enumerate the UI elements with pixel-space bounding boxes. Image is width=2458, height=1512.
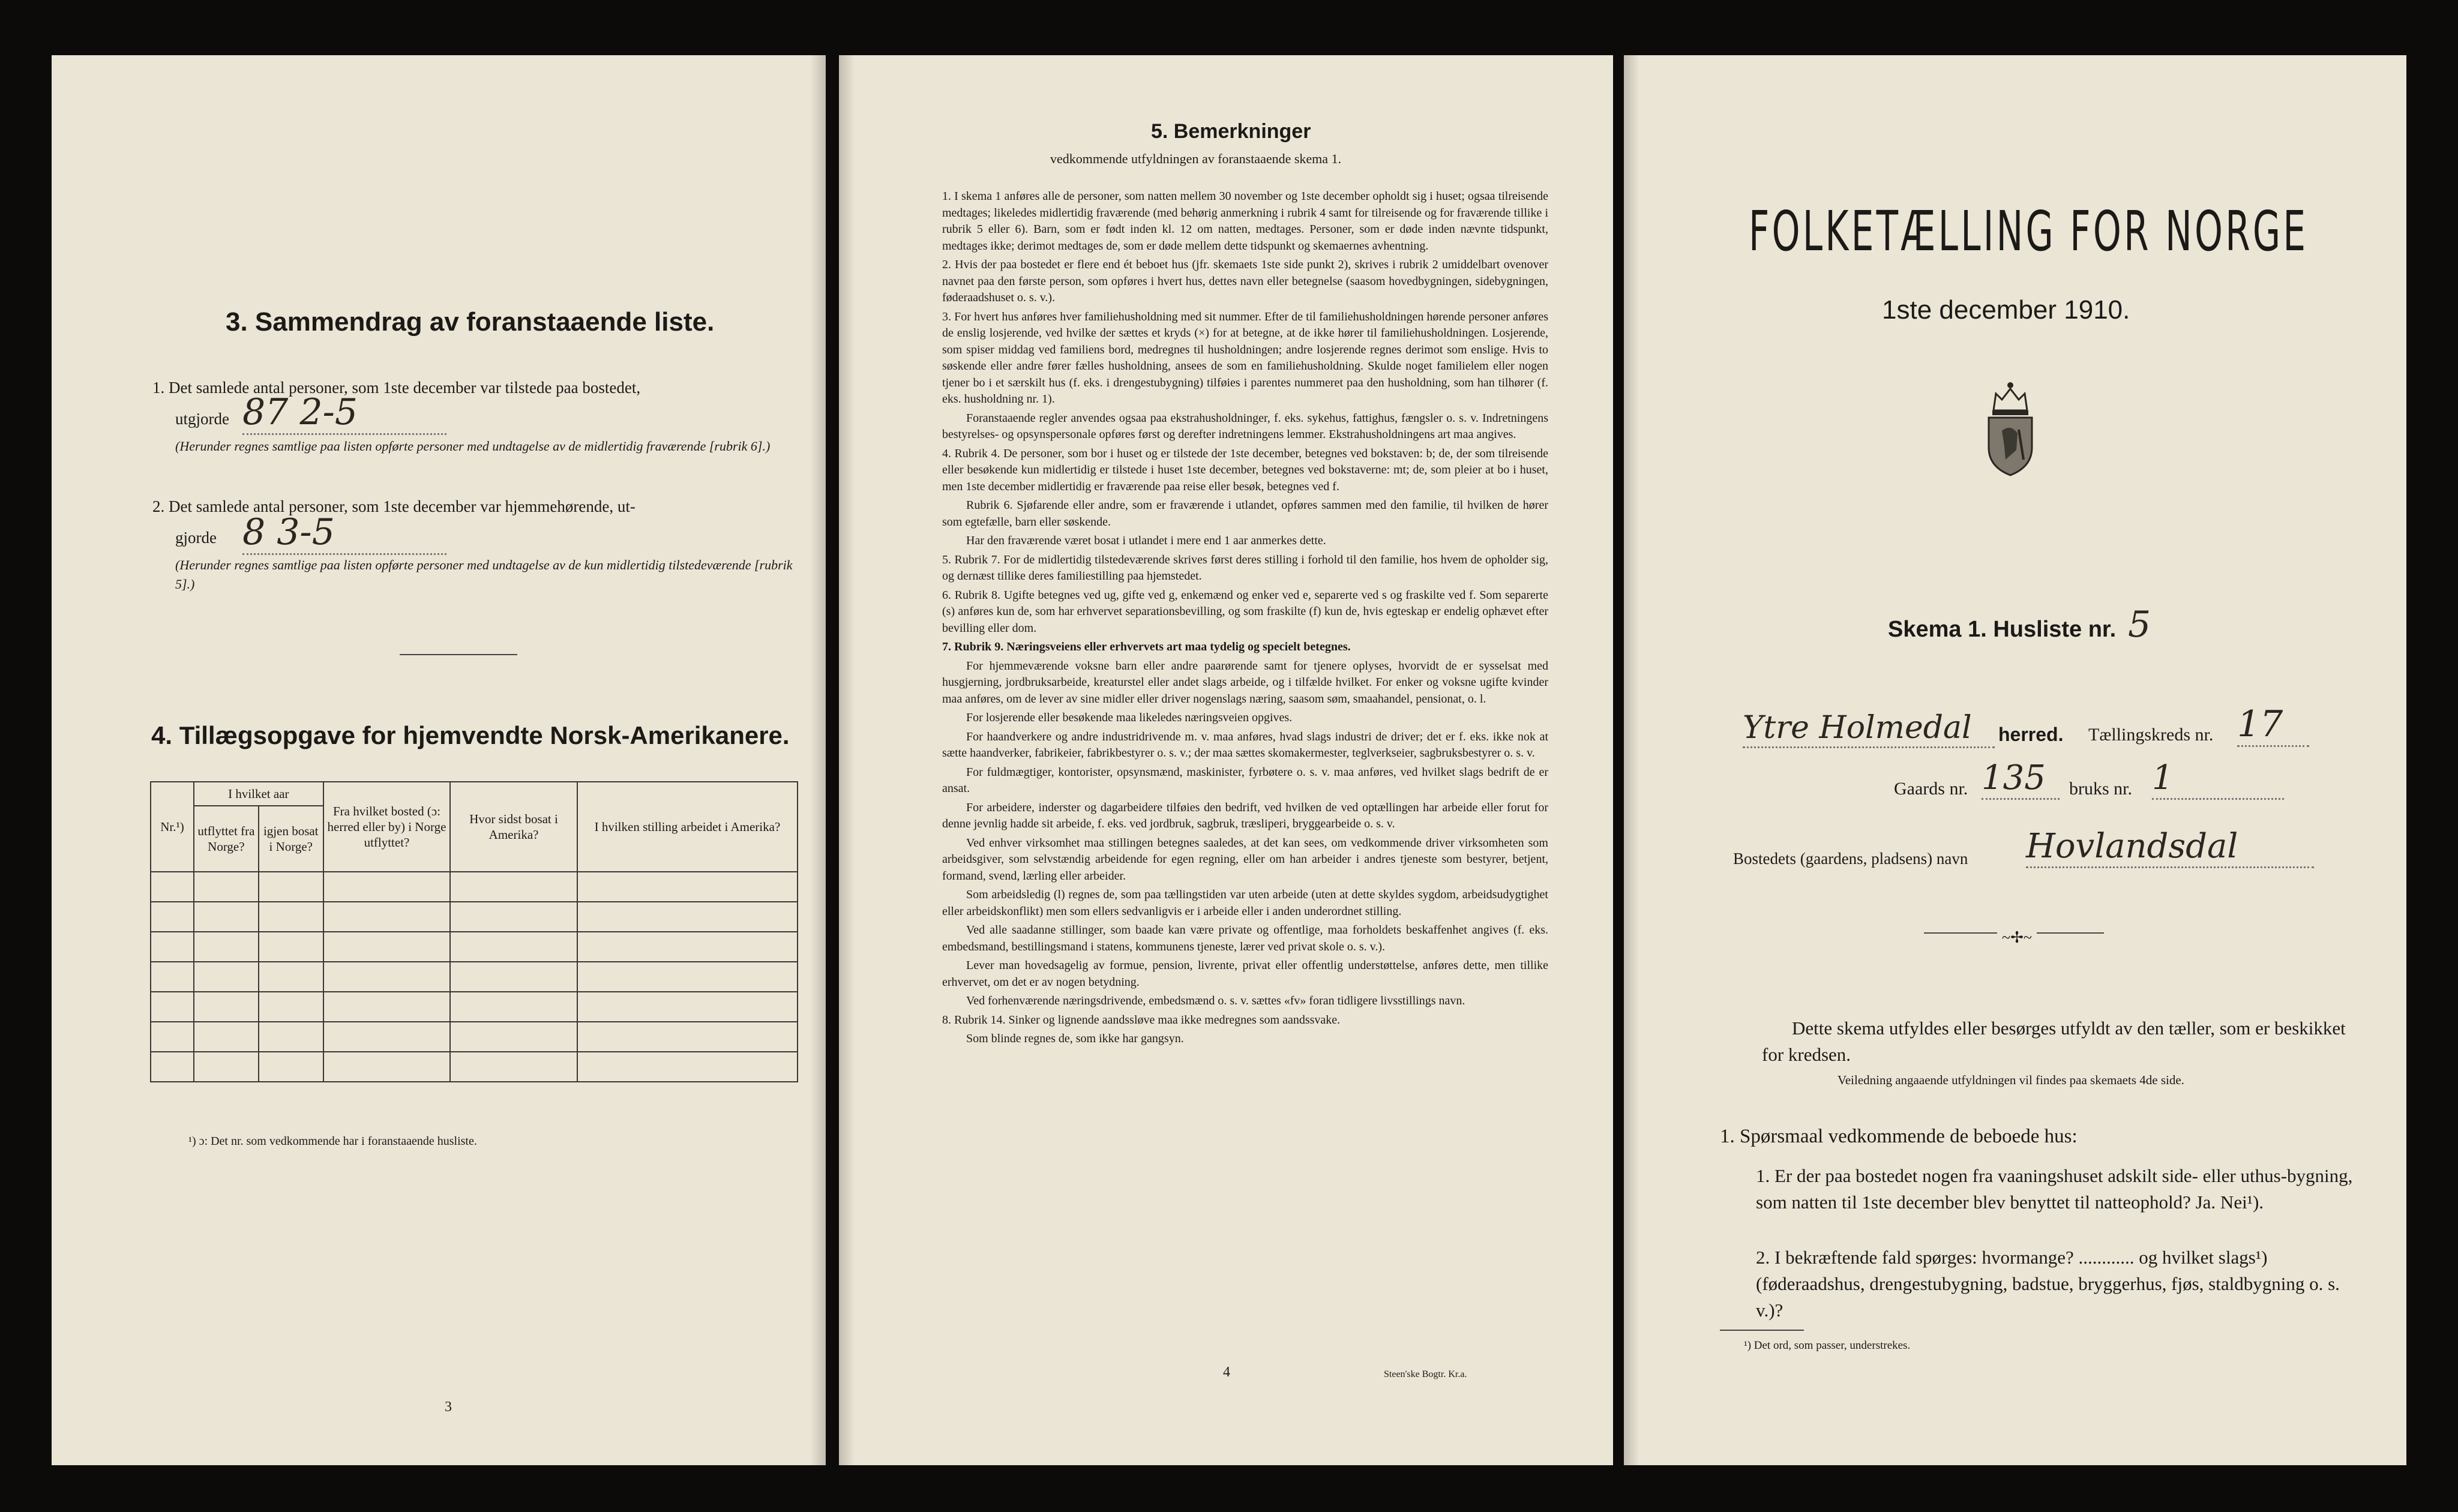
fold-shadow [1624,55,1639,1465]
table-footnote: ¹) ɔ: Det nr. som vedkommende har i foranstaaende husliste. [188,1135,477,1148]
remark-item: 1. I skema 1 anføres alle de personer, som natten mellem 30 november og 1ste december opholdt sig i huset; ogsaa tilreisende medtages; likeledes midlertidig fraværende (med behørig anmerkning i rubrik 4 samt for tilreisende og for fraværende tillike i rubrik 5 eller 6). Barn, som er født inden kl. 12 om natten, medtages. Personer, som er døde inden nævnte tidspunkt, medtages ikke; derimot medtages de, som er døde mellem dette tidspunkt og skemaernes avhentning. [942,190,1548,253]
page-left [52,55,826,1465]
schema-label: Skema 1. Husliste nr. [1888,617,2117,642]
remark-item: For fuldmægtiger, kontorister, opsynsmænd, maskinister, fyrbøtere o. s. v. maa anføres, ved hvilket slags bedrift de er ansat. [942,765,1548,795]
norsk-amerikanere-table [150,781,798,1082]
divider [400,654,517,655]
gaards-label: Gaards nr. [1894,779,1968,799]
form-title: FOLKETÆLLING FOR NORGE [1749,199,2309,263]
remark-item: 5. Rubrik 7. For de midlertidig tilstedeværende skrives først deres stilling i forhold til den familie, hos hvem de opholder sig, og dernæst tillike deres familiestilling paa hjemstedet. [942,553,1548,583]
item2-label: gjorde [175,529,217,547]
remark-item: For haandverkere og andre industridrivende m. v. maa anføres, hvad slags industri de driver; det er f. eks. ikke nok at sætte haandverker, fabrikeier, fabrikbestyrer o. s. v.; der maa sættes skomakermester, teglverkseier, sagbruksbestyrer o. s. v. [942,730,1548,760]
remark-item: Ved alle saadanne stillinger, som baade kan være private og offentlige, maa forholdets beskaffenhet angives (f. eks. embedsmand, bestillingsmand i statens, kommunens tjeneste, lærer ved privat skole o. s. v.). [942,923,1548,953]
table-row [151,872,798,902]
remark-item: Ved enhver virksomhet maa stillingen betegnes saaledes, at det kan sees, om vedkommende driver virksomheten som arbeidsgiver, som selvstændig arbeidende for egen regning, eller om han arbeider i andres tjeneste som bestyrer, betjent, formand, svend, lærling eller arbeider. [942,836,1548,883]
remark-item: Rubrik 6. Sjøfarende eller andre, som er fraværende i utlandet, opføres sammen med den familie, til hvilken de hører som egtefælle, barn eller søskende. [942,499,1548,529]
bosted-label: Bostedets (gaardens, pladsens) navn [1733,850,1968,868]
remark-item: 6. Rubrik 8. Ugifte betegnes ved ug, gifte ved g, enkemænd og enker ved e, separerte ved s og fraskilte ved f. Som separerte (s) anføres kun de, som har erhvervet separationsbevilling, og som fraskilte (f) kun de, hvis egteskap er endelig ophævet efter bevilling eller dom. [942,588,1548,635]
table-row [151,962,798,992]
remark-item: 3. For hvert hus anføres hver familiehusholdning med sit nummer. Efter de til familiehusholdningen hørende personer anføres de enslig losjerende, ved hvilke der sættes et kryds (×) for at betegne, at de ikke hører til familiehusholdningen. Losjerende, som spiser middag ved familiens bord, medregnes til husholdningen; andre losjerende regnes derimot som enslige. Hvis to søskende eller andre fører fælles husholdning, ansees de som en familiehusholdning. Skulde noget familielem eller nogen tjener bo i et særskilt hus (f. eks. i drengestubygning) tilføies i parentes nummeret paa den husholdning, som han tilhører (f. eks. husholdning nr. 1). [942,310,1548,406]
item2-note: (Herunder regnes samtlige paa listen opførte personer med undtagelse av de kun midlertidig tilstedeværende [rubrik 5].) [175,557,793,592]
bruks-label: bruks nr. [2069,779,2132,799]
remark-item: 2. Hvis der paa bostedet er flere end ét beboet hus (jfr. skemaets 1ste side punkt 2), skrives i rubrik 2 umiddelbart ovenover navnet paa den første person, som opføres i hvert hus, dettes navn eller betegnelse (saasom hovedbygningen, sidebygningen, føderaadshuset o. s. v.). [942,258,1548,304]
item1-label: utgjorde [175,410,229,428]
krets-value: 17 [2237,703,2309,747]
remark-item: 8. Rubrik 14. Sinker og lignende aandssløve maa ikke medregnes som aandssvake. [942,1013,1341,1027]
page-right [1624,55,2406,1465]
info-text: Dette skema utfyldes eller besørges utfyldt av den tæller, som er beskikket for kredsen. [1762,1018,2346,1065]
remarks-list [942,188,1548,1050]
coat-of-arms-icon [1982,376,2039,478]
question-1: 1. Er der paa bostedet nogen fra vaaningshuset adskilt side- eller uthus-bygning, som natten til 1ste december blev benyttet til natteophold? Ja. Nei¹). [1756,1165,2353,1213]
bruks-value: 1 [2152,758,2284,800]
footnote: ¹) Det ord, som passer, understrekes. [1744,1339,1911,1352]
section3-title: 3. Sammendrag av foranstaaende liste. [226,307,715,337]
schema-number: 5 [2128,604,2151,646]
remark-item: Har den fraværende været bosat i utlandet i mere end 1 aar anmerkes dette. [966,534,1326,547]
item1-note: (Herunder regnes samtlige paa listen opførte personer med undtagelse av de midlertidig fraværende [rubrik 6].) [175,439,771,454]
remark-item: For arbeidere, inderster og dagarbeidere tilføies den bedrift, ved hvilken de ved optællingen har arbeide eller forut for denne jevnlig hadde sit arbeide, f. eks. ved jordbruk, sagbruk, træsliperi, bryggearbeide o. s. v. [942,800,1548,830]
remark-item: Lever man hovedsagelig av formue, pension, livrente, privat eller offentlig understøttelse, anføres dette, men tillike erhvervet, om det er av nogen betydning. [942,959,1548,989]
table-row [151,932,798,962]
table-row [151,1022,798,1052]
info-guidance: Veiledning angaaende utfyldningen vil findes paa skemaets 4de side. [1837,1073,2184,1087]
remark-item: For losjerende eller besøkende maa likeledes næringsveien opgives. [966,711,1293,724]
fold-shadow [810,55,826,1465]
table-row [151,1052,798,1082]
herred-label: herred. [1998,724,2064,745]
table-row [151,992,798,1022]
item1-value: 87 2-5 [242,391,446,435]
printer-mark: Steen'ske Bogtr. Kr.a. [1384,1369,1467,1379]
item2-value: 8 3-5 [242,511,446,555]
remarks-title: 5. Bemerkninger [1151,120,1311,143]
remark-item: Som blinde regnes de, som ikke har gangsyn. [966,1032,1184,1045]
remark-item: Som arbeidsledig (l) regnes de, som paa tællingstiden var uten arbeide (uten at dette skyldes sygdom, arbeidsudygtighet eller arbeidskonflikt) men som ellers sedvanligvis er i arbeide eller i anden underordnet stilling. [942,888,1548,918]
remark-item: 7. Rubrik 9. Næringsveiens eller erhvervets art maa tydelig og specielt betegnes. [942,640,1351,653]
remarks-subtitle: vedkommende utfyldningen av foranstaaende skema 1. [1050,151,1342,166]
remark-item: 4. Rubrik 4. De personer, som bor i huset og er tilstede der 1ste december, betegnes ved bokstaven: b; de, der som tilreisende eller besøkende kun midlertidig er tilstede i huset 1ste december, betegnes ved bokstaverne: mt; de, som pleier at bo i huset, men 1ste december midlertidig er fraværende paa reise eller besøk, betegnes ved f. [942,446,1548,493]
col-group-year: I hvilket aar [194,782,323,806]
table-row [151,902,798,932]
krets-label: Tællingskreds nr. [2088,725,2214,745]
col-emigrated: utflyttet fra Norge? [194,806,259,872]
gaards-value: 135 [1982,758,2060,800]
section4-title: 4. Tillægsopgave for hjemvendte Norsk-Amerikanere. [151,721,790,749]
remark-item: For hjemmeværende voksne barn eller andre paarørende samt for tjenere oplyses, hvorvidt de er sysselsat med husgjerning, jordbruksarbeide, kreaturstel eller andet slags arbeide, og i tilfælde hvilket. For enker og voksne ugifte kvinder maa anføres, om de lever av sine midler eller driver nogenslags næring, saasom søm, smaahandel, pensionat, o. l. [942,659,1548,706]
page-number: 3 [445,1399,452,1415]
remark-item: Ved forhenværende næringsdrivende, embedsmænd o. s. v. sættes «fv» foran tidligere livsstillings navn. [966,994,1465,1007]
col-returned: igjen bosat i Norge? [259,806,323,872]
item1-line: 1. Det samlede antal personer, som 1ste december var tilstede paa bostedet, [152,379,641,397]
fold-shadow [839,55,855,1465]
col-last-residence: Hvor sidst bosat i Amerika? [450,782,577,872]
question-2: 2. I bekræftende fald spørges: hvormange? ............ og hvilket slags¹) (føderaadshus, drengestubygning, badstue, bryggerhus, fjøs, staldbygning o. s. v.)? [1756,1247,2340,1321]
page-middle [839,55,1613,1465]
questions-section: 1. Spørsmaal vedkommende de beboede hus: [1720,1126,2078,1147]
item2-line: 2. Det samlede antal personer, som 1ste december var hjemmehørende, ut- [152,497,636,515]
form-date: 1ste december 1910. [1882,295,2130,325]
col-from-where: Fra hvilket bosted (ɔ: herred eller by) i Norge utflyttet? [323,782,451,872]
page-number: 4 [1223,1364,1230,1380]
herred-value: Ytre Holmedal [1743,709,1995,748]
col-occupation: I hvilken stilling arbeidet i Amerika? [577,782,798,872]
divider [1720,1330,1804,1331]
remark-item: Foranstaaende regler anvendes ogsaa paa ekstrahusholdninger, f. eks. sykehus, fattighus, fængsler o. s. v. Indretningens bestyrelses- og opsynspersonale opføres først og derefter indretningens lemmer. Ekstrahusholdningens art maa angives. [942,411,1548,441]
col-nr: Nr.¹) [151,782,194,872]
ornament-icon: ~✢~ [1997,929,2037,947]
bosted-value: Hovlandsdal [2026,827,2314,868]
